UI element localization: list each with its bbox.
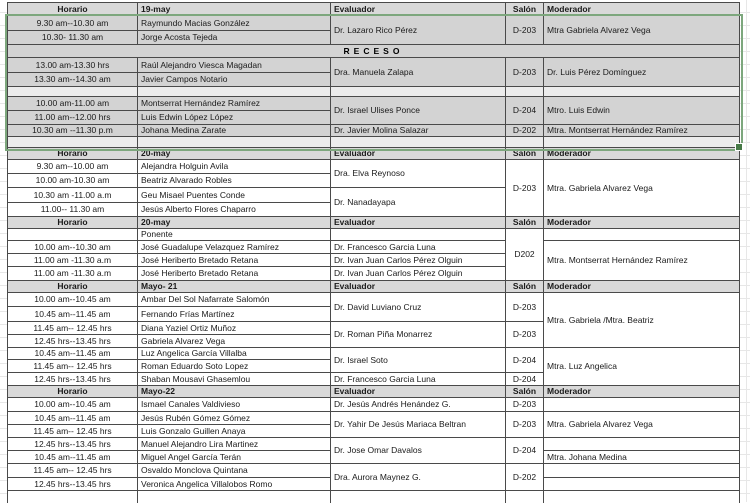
selection-fill-handle[interactable]: [735, 143, 743, 151]
time-cell[interactable]: [8, 491, 138, 503]
column-header-salon[interactable]: Salón: [506, 148, 544, 160]
evaluador-cell[interactable]: Dr. Ivan Juan Carlos Pérez Olguin: [331, 267, 506, 281]
ponente-cell[interactable]: Geu Misael Puentes Conde: [138, 188, 331, 203]
ponente-cell[interactable]: Raymundo Macias González: [138, 16, 331, 31]
salon-cell[interactable]: D202: [506, 229, 544, 281]
evaluador-cell[interactable]: Dr. Javier Molina Salazar: [331, 125, 506, 137]
evaluador-cell[interactable]: [331, 137, 506, 148]
time-cell[interactable]: [8, 229, 138, 241]
schedule-row: [8, 97, 740, 111]
time-cell[interactable]: 11.45 am-- 12.45 hrs: [8, 425, 138, 438]
salon-cell[interactable]: D-202: [506, 464, 544, 491]
ponente-cell[interactable]: Javier Campos Notario: [138, 73, 331, 87]
column-header-horario[interactable]: Horario: [8, 217, 138, 229]
ponente-cell[interactable]: Jesús Rubén Gómez Gómez: [138, 412, 331, 425]
moderador-cell[interactable]: [544, 229, 740, 241]
moderador-cell[interactable]: Mtra. Gabriela Alvarez Vega: [544, 160, 740, 217]
column-header-salon[interactable]: Salón: [506, 3, 544, 16]
section-header-row: [8, 148, 740, 160]
ponente-cell[interactable]: Raúl Alejandro Viesca Magadan: [138, 58, 331, 73]
evaluador-cell[interactable]: Dr. Ivan Juan Carlos Pérez Olguin: [331, 254, 506, 267]
time-cell[interactable]: 13.00 am-13.30 hrs: [8, 58, 138, 73]
evaluador-cell[interactable]: [331, 491, 506, 503]
moderador-cell[interactable]: [544, 491, 740, 503]
time-cell[interactable]: 10.00 am-11.00 am: [8, 97, 138, 111]
salon-cell[interactable]: D-203: [506, 293, 544, 322]
evaluador-cell[interactable]: Dra. Elva Reynoso: [331, 160, 506, 188]
schedule-row: [8, 412, 740, 425]
column-header-horario[interactable]: Horario: [8, 148, 138, 160]
moderador-cell[interactable]: Mtro. Luis Edwin: [544, 97, 740, 125]
salon-cell[interactable]: [506, 87, 544, 97]
section-header-row: [8, 217, 740, 229]
evaluador-cell[interactable]: Dr. Israel Ulises Ponce: [331, 97, 506, 125]
salon-cell[interactable]: D-203: [506, 160, 544, 217]
section-header-row: [8, 281, 740, 293]
evaluador-cell[interactable]: Dr. Jose Omar Davalos: [331, 438, 506, 464]
column-header-date[interactable]: 19-may: [138, 3, 331, 16]
receso-banner[interactable]: RECESO: [8, 45, 740, 58]
time-cell[interactable]: 12.45 hrs--13.45 hrs: [8, 373, 138, 386]
column-header-evaluador[interactable]: Evaluador: [331, 386, 506, 398]
salon-cell[interactable]: [506, 491, 544, 503]
time-cell[interactable]: 10.00 am--10.45 am: [8, 293, 138, 307]
evaluador-cell[interactable]: [331, 229, 506, 241]
time-cell[interactable]: 10.30- 11.30 am: [8, 31, 138, 45]
moderador-cell[interactable]: [544, 478, 740, 491]
schedule-table: [7, 2, 740, 503]
ponente-cell[interactable]: José Heriberto Bretado Retana: [138, 267, 331, 281]
time-cell[interactable]: 11.00 am -11.30 a.m: [8, 254, 138, 267]
moderador-cell[interactable]: Mtra. Montserrat Hernández Ramírez: [544, 125, 740, 137]
ponente-cell[interactable]: Gabriela Alvarez Vega: [138, 335, 331, 348]
moderador-cell[interactable]: Mtra. Gabriela /Mtra. Beatriz: [544, 293, 740, 348]
salon-cell[interactable]: D-202: [506, 125, 544, 137]
salon-cell[interactable]: D-204: [506, 97, 544, 125]
ponente-cell[interactable]: Diana Yaziel Ortiz Muñoz: [138, 322, 331, 335]
moderador-cell[interactable]: Mtra. Luz Angelica: [544, 348, 740, 386]
schedule-row: [8, 45, 740, 58]
evaluador-cell[interactable]: Dr. Lazaro Rico Pérez: [331, 16, 506, 45]
ponente-cell[interactable]: Jorge Acosta Tejeda: [138, 31, 331, 45]
schedule-row: [8, 87, 740, 97]
column-header-moderador[interactable]: Moderador: [544, 148, 740, 160]
ponente-cell[interactable]: Luis Gonzalo Guillen Anaya: [138, 425, 331, 438]
column-header-horario[interactable]: Horario: [8, 281, 138, 293]
column-header-salon[interactable]: Salón: [506, 281, 544, 293]
column-header-evaluador[interactable]: Evaluador: [331, 281, 506, 293]
column-header-moderador[interactable]: Moderador: [544, 386, 740, 398]
ponente-cell[interactable]: José Heriberto Bretado Retana: [138, 254, 331, 267]
evaluador-cell[interactable]: Dr. Israel Soto: [331, 348, 506, 373]
ponente-cell[interactable]: Luz Angelica García Villalba: [138, 348, 331, 360]
time-cell[interactable]: 12.45 hrs--13.45 hrs: [8, 478, 138, 491]
time-cell[interactable]: [8, 87, 138, 97]
salon-cell[interactable]: D-204: [506, 373, 544, 386]
time-cell[interactable]: 11.00 am--12.00 hrs: [8, 111, 138, 125]
ponente-cell[interactable]: Fernando Frías Martínez: [138, 307, 331, 322]
time-cell[interactable]: 10.45 am--11.45 am: [8, 348, 138, 360]
ponente-cell[interactable]: Veronica Angelica Villalobos Romo: [138, 478, 331, 491]
time-cell[interactable]: [8, 137, 138, 148]
evaluador-cell[interactable]: Dr. Yahir De Jesús Mariaca Beltran: [331, 412, 506, 438]
section-header-row: [8, 386, 740, 398]
evaluador-cell[interactable]: Dra. Manuela Zalapa: [331, 58, 506, 87]
schedule-row: [8, 348, 740, 360]
schedule-row: [8, 58, 740, 73]
schedule-row: [8, 137, 740, 148]
schedule-row: [8, 160, 740, 174]
moderador-cell[interactable]: Mtra. Montserrat Hernández Ramírez: [544, 241, 740, 281]
ponente-cell[interactable]: [138, 87, 331, 97]
time-cell[interactable]: 10.00 am--10.45 am: [8, 398, 138, 412]
column-header-evaluador[interactable]: Evaluador: [331, 3, 506, 16]
ponente-cell[interactable]: [138, 137, 331, 148]
column-header-date[interactable]: 20-may: [138, 217, 331, 229]
evaluador-cell[interactable]: Dr. Francesco Garcia Luna: [331, 373, 506, 386]
time-cell[interactable]: 10.30 am --11.30 p.m: [8, 125, 138, 137]
schedule-row: [8, 293, 740, 307]
moderador-cell[interactable]: [544, 438, 740, 451]
moderador-cell[interactable]: [544, 398, 740, 412]
schedule-row: [8, 398, 740, 412]
time-cell[interactable]: 10.45 am--11.45 am: [8, 412, 138, 425]
time-cell[interactable]: 11.00-- 11.30 am: [8, 203, 138, 217]
ponente-cell[interactable]: Alejandra Holguin Avila: [138, 160, 331, 174]
moderador-cell[interactable]: Mtra. Gabriela Alvarez Vega: [544, 412, 740, 438]
column-header-date[interactable]: Mayo- 21: [138, 281, 331, 293]
time-cell[interactable]: 10.30 am -11.00 a.m: [8, 188, 138, 203]
ponente-cell[interactable]: Miguel Angel García Terán: [138, 451, 331, 464]
section-header-row: [8, 3, 740, 16]
evaluador-cell[interactable]: Dra. Aurora Maynez G.: [331, 464, 506, 491]
evaluador-cell[interactable]: [331, 87, 506, 97]
schedule-row: [8, 491, 740, 503]
time-cell[interactable]: 11.45 am-- 12.45 hrs: [8, 322, 138, 335]
time-cell[interactable]: 10.00 am-10.30 am: [8, 174, 138, 188]
salon-cell[interactable]: D-204: [506, 438, 544, 464]
salon-cell[interactable]: D-203: [506, 58, 544, 87]
column-header-moderador[interactable]: Moderador: [544, 217, 740, 229]
evaluador-cell[interactable]: Dr. Roman Piña Monarrez: [331, 322, 506, 348]
time-cell[interactable]: 11.45 am-- 12.45 hrs: [8, 464, 138, 478]
ponente-cell[interactable]: Johana Medina Zarate: [138, 125, 331, 137]
ponente-cell[interactable]: Montserrat Hernández Ramírez: [138, 97, 331, 111]
time-cell[interactable]: 13.30 am--14.30 am: [8, 73, 138, 87]
evaluador-cell[interactable]: Dr. Nanadayapa: [331, 188, 506, 217]
salon-cell[interactable]: D-203: [506, 398, 544, 412]
moderador-cell[interactable]: [544, 464, 740, 478]
time-cell[interactable]: 9.30 am--10.00 am: [8, 160, 138, 174]
salon-cell[interactable]: D-204: [506, 348, 544, 373]
ponente-cell[interactable]: Ponente: [138, 229, 331, 241]
ponente-cell[interactable]: Beatriz Alvarado Robles: [138, 174, 331, 188]
left-margin-gridlines: [0, 0, 7, 502]
salon-cell[interactable]: [506, 137, 544, 148]
time-cell[interactable]: 12.45 hrs--13.45 hrs: [8, 438, 138, 451]
moderador-cell[interactable]: Mtra Gabriela Alvarez Vega: [544, 16, 740, 45]
time-cell[interactable]: 9.30 am--10.30 am: [8, 16, 138, 31]
column-header-salon[interactable]: Salón: [506, 386, 544, 398]
ponente-cell[interactable]: Shaban Mousavi Ghasemlou: [138, 373, 331, 386]
column-header-horario[interactable]: Horario: [8, 386, 138, 398]
evaluador-cell[interactable]: Dr. Jesús Andrés Henández G.: [331, 398, 506, 412]
ponente-cell[interactable]: Osvaldo Monclova Quintana: [138, 464, 331, 478]
ponente-cell[interactable]: [138, 491, 331, 503]
ponente-cell[interactable]: Ambar Del Sol Nafarrate Salomón: [138, 293, 331, 307]
schedule-row: [8, 16, 740, 31]
time-cell[interactable]: 12.45 hrs--13.45 hrs: [8, 335, 138, 348]
moderador-cell[interactable]: Mtra. Johana Medina: [544, 451, 740, 464]
moderador-cell[interactable]: [544, 137, 740, 148]
column-header-salon[interactable]: Salón: [506, 217, 544, 229]
time-cell[interactable]: 10.45 am--11.45 am: [8, 307, 138, 322]
ponente-cell[interactable]: Manuel Alejandro Lira Martinez: [138, 438, 331, 451]
moderador-cell[interactable]: Dr. Luis Pérez Domínguez: [544, 58, 740, 87]
ponente-cell[interactable]: Jesús Alberto Flores Chaparro: [138, 203, 331, 217]
column-header-date[interactable]: Mayo-22: [138, 386, 331, 398]
schedule-row: [8, 438, 740, 451]
time-cell[interactable]: 11.45 am-- 12.45 hrs: [8, 360, 138, 373]
ponente-cell[interactable]: Ismael Canales Valdivieso: [138, 398, 331, 412]
column-header-moderador[interactable]: Moderador: [544, 3, 740, 16]
column-header-evaluador[interactable]: Evaluador: [331, 217, 506, 229]
column-header-evaluador[interactable]: Evaluador: [331, 148, 506, 160]
ponente-cell[interactable]: José Guadalupe Velazquez Ramírez: [138, 241, 331, 254]
right-margin-gridlines: [740, 0, 750, 502]
salon-cell[interactable]: D-203: [506, 322, 544, 348]
schedule-row: [8, 125, 740, 137]
salon-cell[interactable]: D-203: [506, 412, 544, 438]
evaluador-cell[interactable]: Dr. Francesco Garcia Luna: [331, 241, 506, 254]
column-header-moderador[interactable]: Moderador: [544, 281, 740, 293]
margin-gridline-vertical: [746, 0, 747, 502]
salon-cell[interactable]: D-203: [506, 16, 544, 45]
column-header-date[interactable]: 20-may: [138, 148, 331, 160]
time-cell[interactable]: 10.00 am--10.30 am: [8, 241, 138, 254]
moderador-cell[interactable]: [544, 87, 740, 97]
schedule-row: [8, 464, 740, 478]
evaluador-cell[interactable]: Dr. David Luviano Cruz: [331, 293, 506, 322]
schedule-row: [8, 229, 740, 241]
schedule-row: [8, 241, 740, 254]
time-cell[interactable]: 10.45 am--11.45 am: [8, 451, 138, 464]
ponente-cell[interactable]: Luis Edwin López López: [138, 111, 331, 125]
time-cell[interactable]: 11.00 am -11.30 a.m: [8, 267, 138, 281]
ponente-cell[interactable]: Roman Eduardo Soto Lopez: [138, 360, 331, 373]
column-header-horario[interactable]: Horario: [8, 3, 138, 16]
